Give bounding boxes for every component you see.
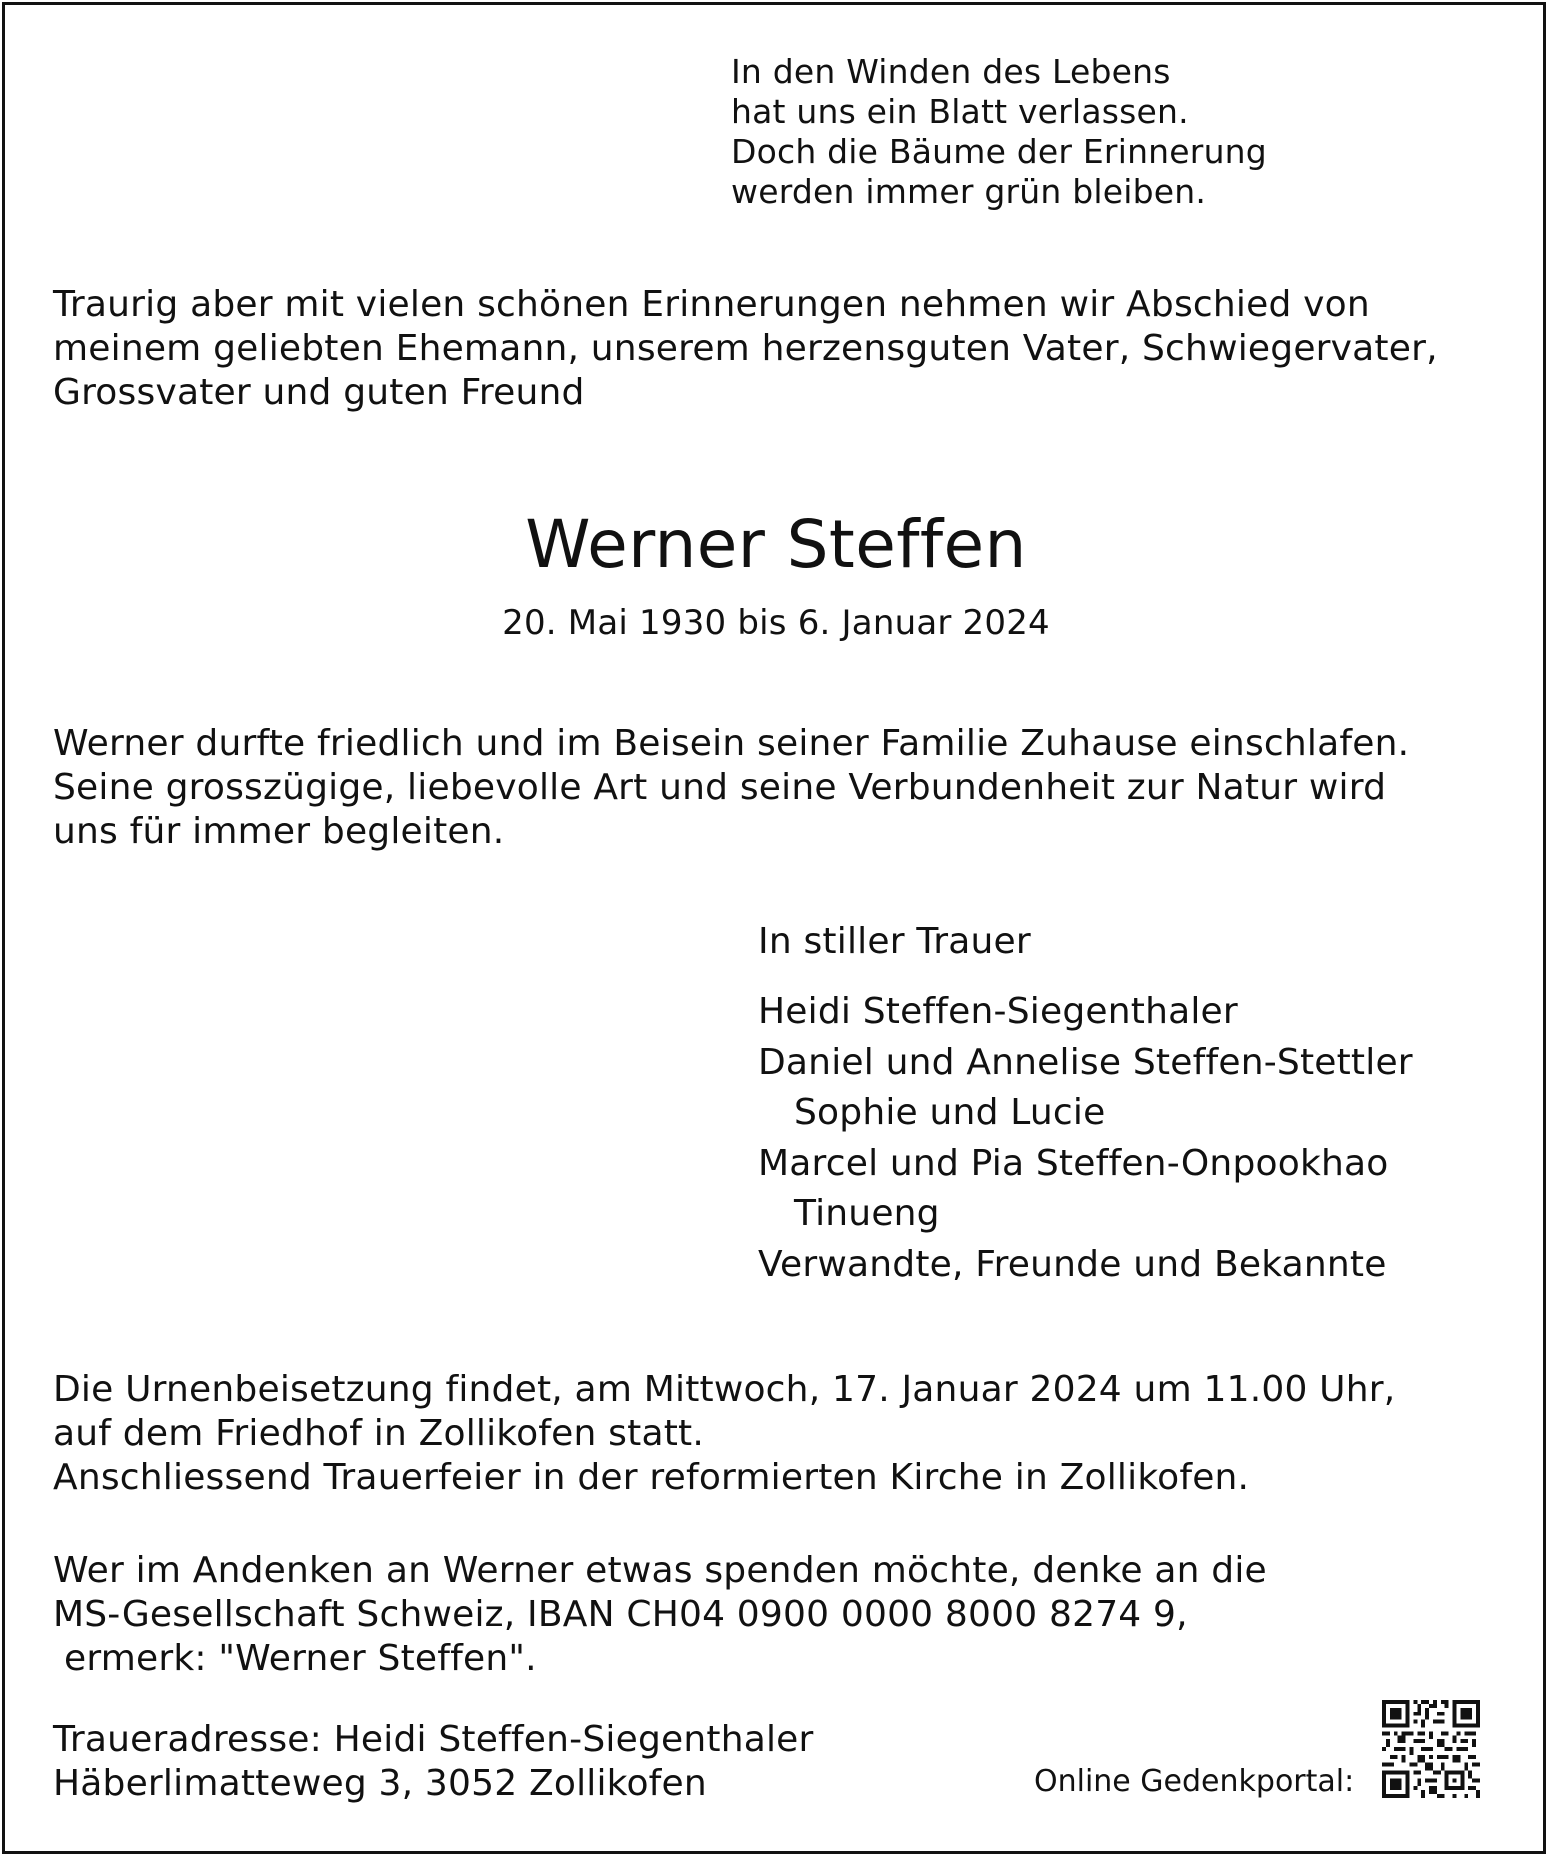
mourner-name: Marcel und Pia Steffen-Onpookhao (758, 1142, 1389, 1184)
deceased-name: Werner Steffen (525, 506, 1027, 583)
online-memorial-label: Online Gedenkportal: (1034, 1764, 1355, 1799)
intro-line: Traurig aber mit vielen schönen Erinnerungen nehmen wir Abschied von (53, 284, 1370, 325)
memorial-poem (731, 52, 1267, 212)
farewell-line: Werner durfte friedlich und im Beisein seiner Familie Zuhause einschlafen. (53, 723, 1410, 764)
intro-paragraph (53, 283, 1438, 415)
intro-line: meinem geliebten Ehemann, unserem herzensguten Vater, Schwiegervater, (53, 328, 1438, 369)
donation-line: ermerk: "Werner Steffen". (64, 1638, 537, 1679)
qr-code-icon[interactable] (1382, 1700, 1480, 1798)
farewell-line: Seine grosszügige, liebevolle Art und seine Verbundenheit zur Natur wird (53, 767, 1387, 808)
mourner-name: Tinueng (794, 1193, 940, 1234)
ceremony-paragraph (53, 1368, 1395, 1500)
mourner-name: Daniel und Annelise Steffen-Stettler (758, 1041, 1413, 1083)
ceremony-line: Anschliessend Trauerfeier in der reformierten Kirche in Zollikofen. (53, 1457, 1250, 1498)
poem-line: In den Winden des Lebens (731, 52, 1171, 91)
mourner-name: Heidi Steffen-Siegenthaler (758, 991, 1238, 1032)
address-line: Traueradresse: Heidi Steffen-Siegenthaler (53, 1719, 814, 1760)
donation-paragraph (53, 1549, 1267, 1681)
mourners-heading: In stiller Trauer (758, 921, 1031, 962)
mourners-list (758, 987, 1413, 1290)
poem-line: hat uns ein Blatt verlassen. (731, 92, 1189, 131)
address-line: Häberlimatteweg 3, 3052 Zollikofen (53, 1763, 707, 1804)
ceremony-line: auf dem Friedhof in Zollikofen statt. (53, 1413, 704, 1454)
mourning-address (53, 1718, 814, 1806)
poem-line: Doch die Bäume der Erinnerung (731, 132, 1267, 171)
farewell-paragraph (53, 722, 1409, 854)
mourner-name: Sophie und Lucie (794, 1092, 1106, 1133)
intro-line: Grossvater und guten Freund (53, 372, 585, 413)
life-dates: 20. Mai 1930 bis 6. Januar 2024 (502, 603, 1050, 643)
poem-line: werden immer grün bleiben. (731, 172, 1207, 211)
ceremony-line: Die Urnenbeisetzung findet, am Mittwoch, 17. Januar 2024 um 11.00 Uhr, (53, 1369, 1396, 1410)
mourner-name: Verwandte, Freunde und Bekannte (758, 1243, 1387, 1285)
donation-line: Wer im Andenken an Werner etwas spenden möchte, denke an die (53, 1550, 1267, 1591)
donation-line: MS-Gesellschaft Schweiz, IBAN CH04 0900 0000 8000 8274 9, (53, 1594, 1188, 1635)
farewell-line: uns für immer begleiten. (53, 811, 505, 852)
